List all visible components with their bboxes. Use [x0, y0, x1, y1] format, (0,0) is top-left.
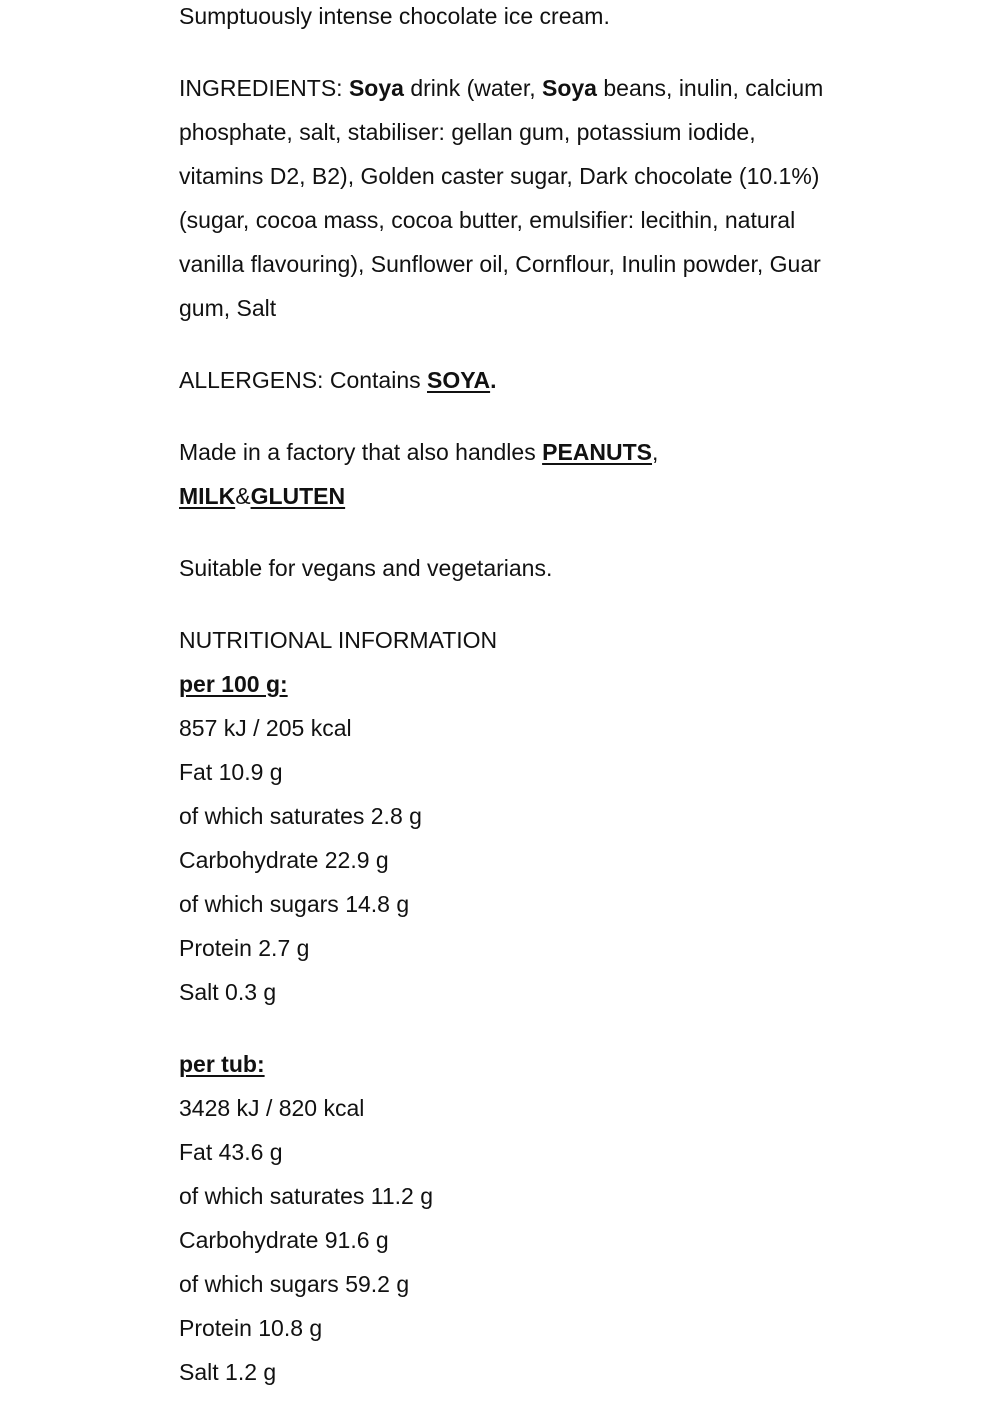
- nutrition-row: Carbohydrate 22.9 g: [179, 847, 389, 873]
- nutrition-row: Carbohydrate 91.6 g: [179, 1227, 389, 1253]
- factory-peanuts: PEANUTS: [542, 439, 653, 465]
- nutrition-row: 857 kJ / 205 kcal: [179, 715, 352, 741]
- per-100g-header: per 100 g:: [179, 671, 288, 697]
- factory-notice: [179, 430, 839, 518]
- factory-milk: MILK: [179, 483, 236, 509]
- allergens-line: [179, 358, 839, 402]
- nutrition-row: Protein 10.8 g: [179, 1315, 323, 1341]
- factory-gluten: GLUTEN: [250, 483, 346, 509]
- factory-ampersand: &: [235, 483, 251, 509]
- allergen-soya: SOYA: [427, 367, 491, 393]
- per-tub-header: per tub:: [179, 1051, 265, 1077]
- nutrition-row: Protein 2.7 g: [179, 935, 310, 961]
- per-100g-list: [179, 706, 839, 1014]
- nutrition-row: of which saturates 11.2 g: [179, 1183, 433, 1209]
- ingredients-paragraph: [179, 66, 839, 330]
- per-tub-list: [179, 1086, 839, 1394]
- ingredient-soya-2: Soya: [542, 75, 597, 101]
- nutrition-row: Salt 0.3 g: [179, 979, 277, 1005]
- nutrition-title: NUTRITIONAL INFORMATION: [179, 627, 498, 653]
- product-description: Sumptuously intense chocolate ice cream.: [179, 3, 610, 29]
- factory-comma: ,: [652, 439, 659, 465]
- factory-text: Made in a factory that also handles: [179, 439, 536, 465]
- ingredients-label: INGREDIENTS:: [179, 75, 343, 101]
- nutrition-row: Fat 10.9 g: [179, 759, 283, 785]
- suitability-line: Suitable for vegans and vegetarians.: [179, 555, 553, 581]
- allergens-label: ALLERGENS: Contains: [179, 367, 421, 393]
- ingredients-text-1: drink (water,: [410, 75, 536, 101]
- nutrition-row: Fat 43.6 g: [179, 1139, 283, 1165]
- nutrition-row: Salt 1.2 g: [179, 1359, 277, 1385]
- nutrition-row: 3428 kJ / 820 kcal: [179, 1095, 365, 1121]
- ingredient-soya-1: Soya: [348, 75, 404, 101]
- nutrition-row: of which sugars 59.2 g: [179, 1271, 410, 1297]
- nutrition-row: of which sugars 14.8 g: [179, 891, 410, 917]
- allergens-period: .: [490, 367, 497, 393]
- nutrition-row: of which saturates 2.8 g: [179, 803, 422, 829]
- ingredients-text-2: beans, inulin, calcium phosphate, salt, stabiliser: gellan gum, potassium iodide, vitamins D2, B2), Golden caster sugar, Dark chocolate (10.1%) (sugar, cocoa mass, cocoa butter, emulsifier: lecithin, natural vanilla flavouring), Sunflower oil, Cornflour, Inulin powder, Guar gum, Salt: [179, 75, 824, 321]
- product-document: [179, 0, 839, 1394]
